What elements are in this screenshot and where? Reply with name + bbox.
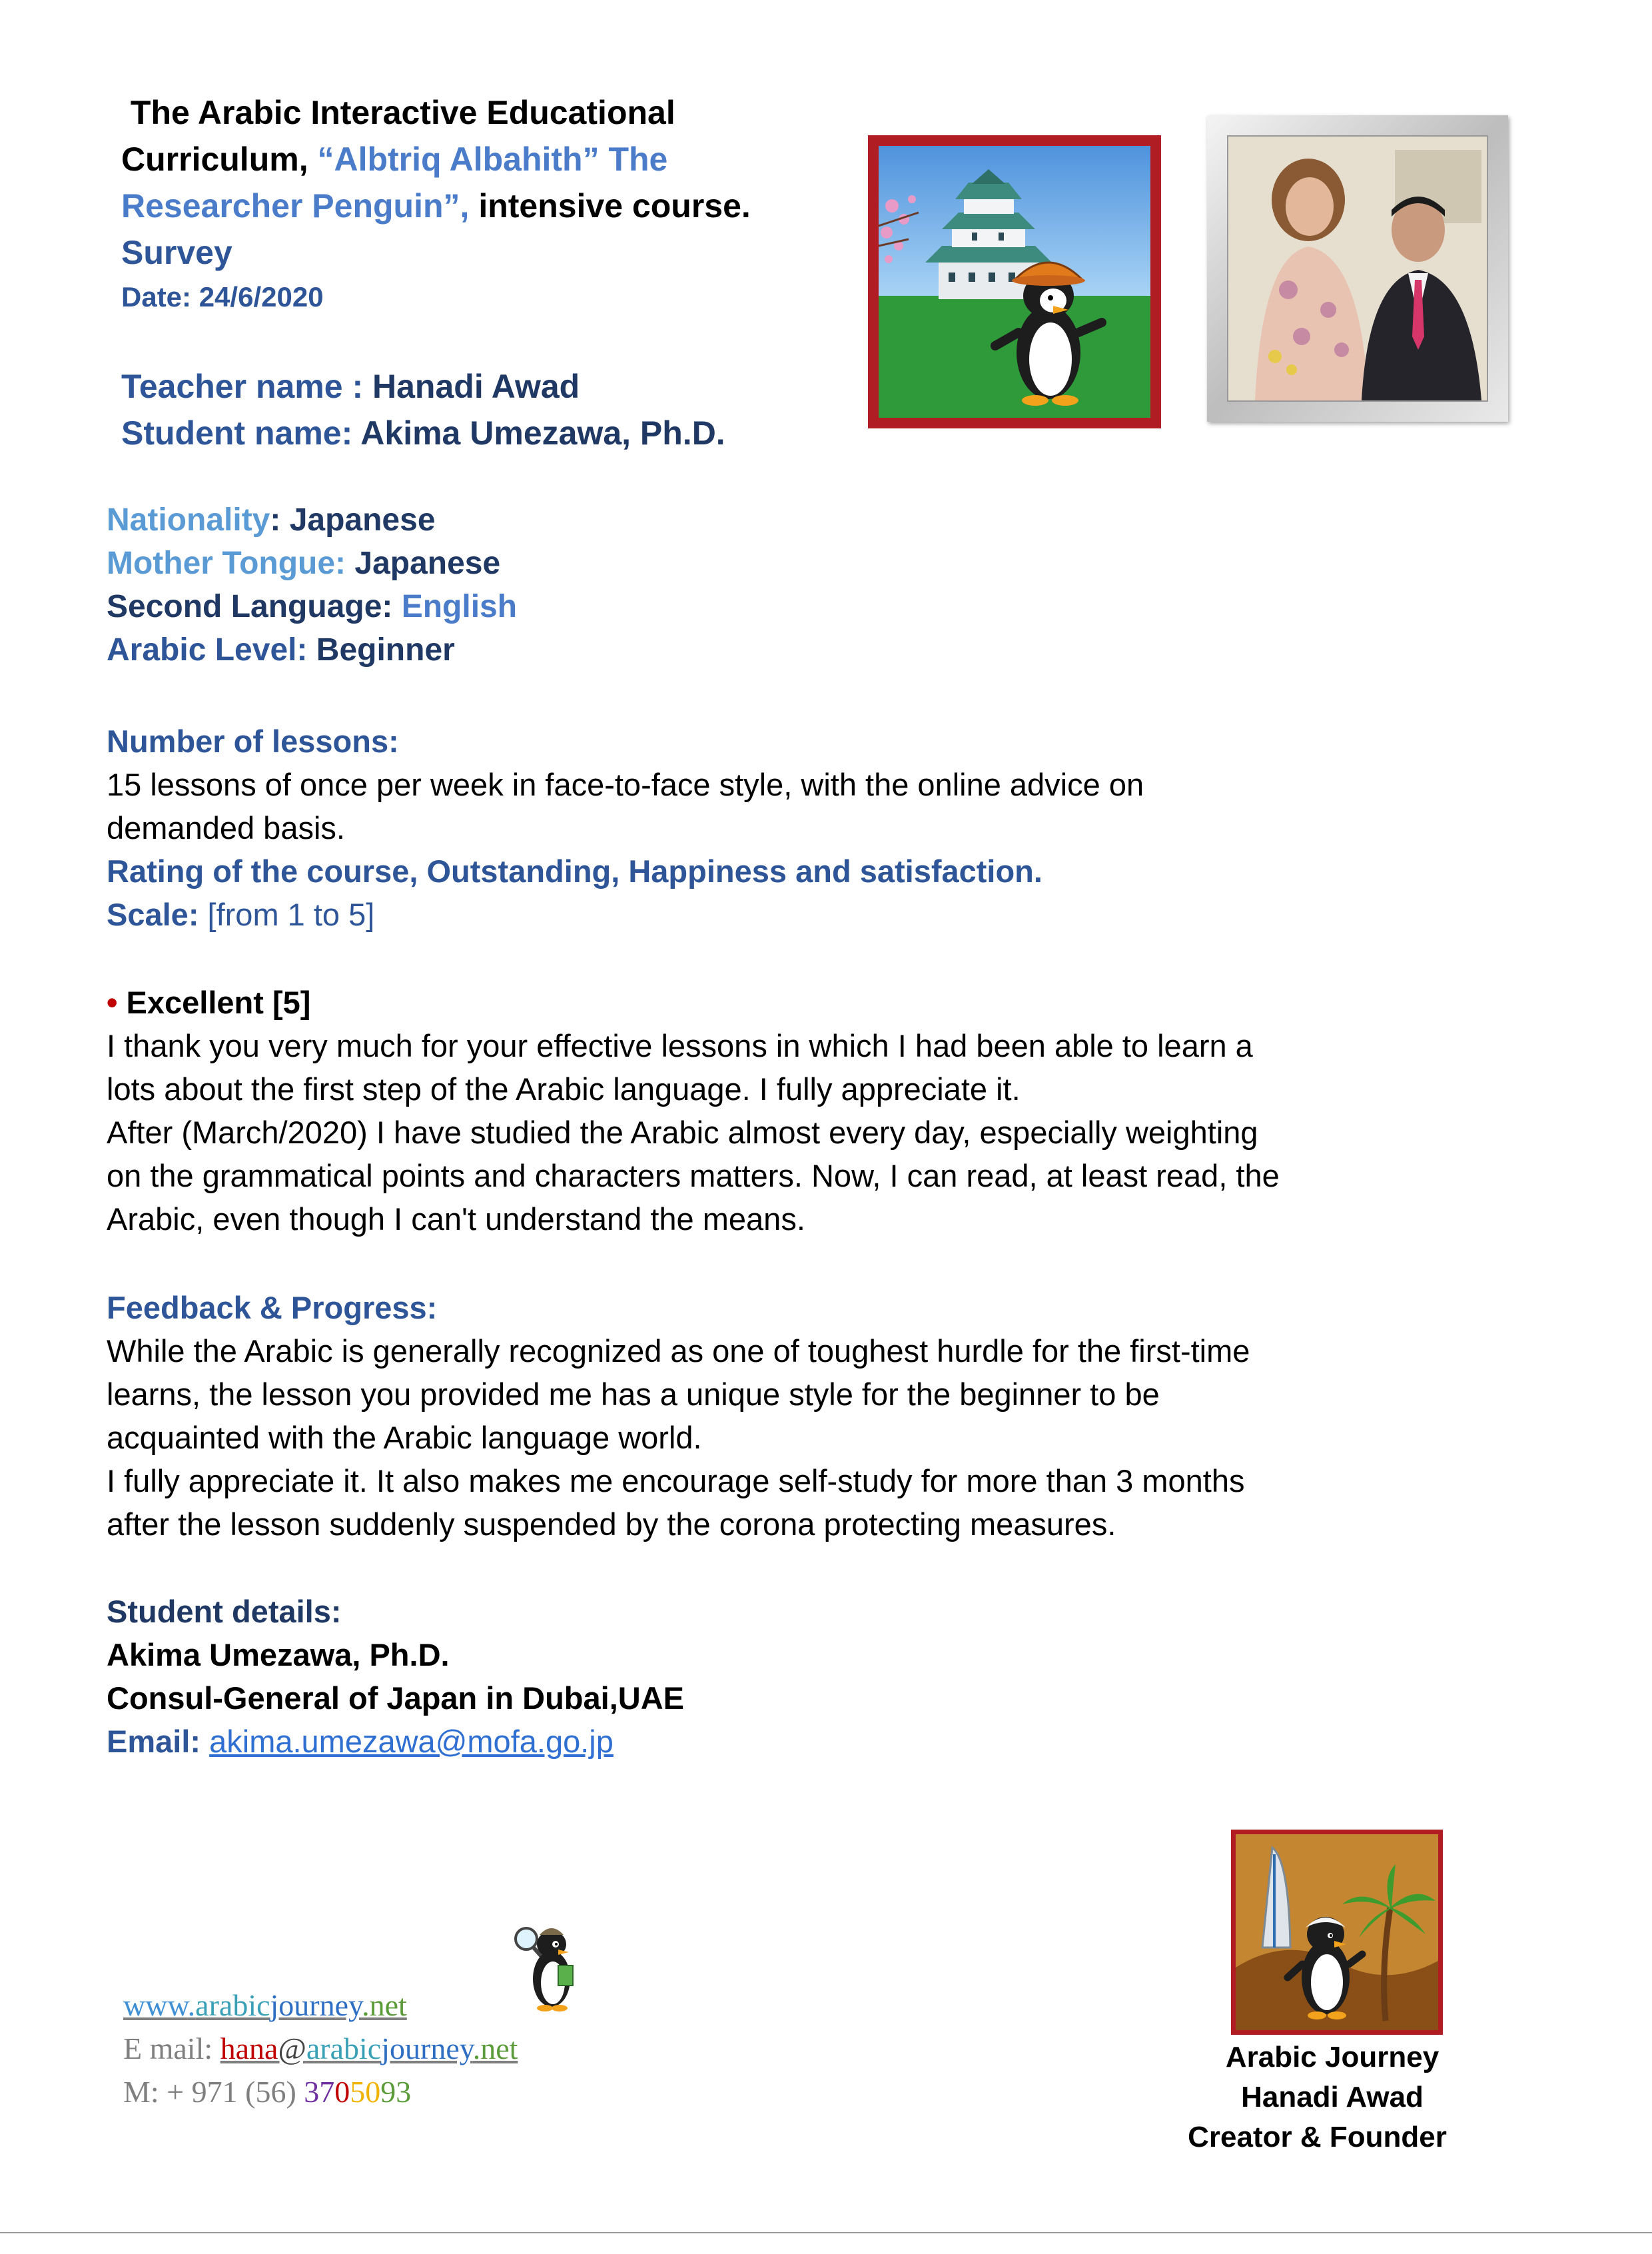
student-details-name: Akima Umezawa, Ph.D. xyxy=(107,1637,450,1672)
student-profile xyxy=(107,498,517,672)
email-link[interactable]: hana@arabicjourney.net xyxy=(220,2031,518,2065)
title-line-2: Curriculum, “Albtriq Albahith” The xyxy=(121,141,668,178)
rating-line: Rating of the course, Outstanding, Happiness and satisfaction. xyxy=(107,853,1042,889)
teacher-name: Teacher name : Hanadi Awad xyxy=(121,368,580,405)
lessons-text-line: demanded basis. xyxy=(107,810,345,845)
excellent-section xyxy=(107,981,1280,1241)
feedback-text-line: I fully appreciate it. It also makes me encourage self-study for more than 3 months xyxy=(107,1463,1245,1498)
survey-label: Survey xyxy=(121,234,232,271)
lessons-heading: Number of lessons: xyxy=(107,724,399,759)
student-details-section xyxy=(107,1590,684,1763)
bullet-icon: • xyxy=(107,985,118,1020)
bottom-divider xyxy=(0,2232,1652,2233)
feedback-section xyxy=(107,1286,1250,1546)
magnifier-penguin-logo xyxy=(512,1912,585,2012)
lessons-section xyxy=(107,720,1144,936)
feedback-text-line: after the lesson suddenly suspended by the corona protecting measures. xyxy=(107,1506,1116,1542)
second-language-row: Second Language: English xyxy=(107,589,518,624)
contact-block xyxy=(123,1983,518,2113)
student-details-heading: Student details: xyxy=(107,1594,342,1629)
portrait-photo xyxy=(1227,135,1488,402)
desert-penguin-image xyxy=(1231,1830,1443,2035)
founder-name: Hanadi Awad xyxy=(1241,2081,1424,2113)
excellent-text-line: lots about the first step of the Arabic language. I fully appreciate it. xyxy=(107,1071,1021,1107)
feedback-text-line: While the Arabic is generally recognized as one of toughest hurdle for the first-time xyxy=(107,1333,1250,1369)
excellent-heading: • Excellent [5] xyxy=(107,985,311,1020)
title-line-1: The Arabic Interactive Educational xyxy=(130,94,675,131)
excellent-text-line: I thank you very much for your effective lessons in which I had been able to learn a xyxy=(107,1028,1253,1063)
mother-tongue-row: Mother Tongue: Japanese xyxy=(107,546,501,581)
castle-penguin-icon xyxy=(879,146,1150,418)
arabic-level-row: Arabic Level: Beginner xyxy=(107,632,455,668)
title-line-3: Researcher Penguin”, intensive course. xyxy=(121,187,751,225)
feedback-text-line: learns, the lesson you provided me has a unique style for the beginner to be xyxy=(107,1377,1160,1412)
castle-penguin-image xyxy=(868,135,1161,428)
feedback-heading: Feedback & Progress: xyxy=(107,1290,438,1325)
founder-signature-block xyxy=(1172,2037,1492,2157)
excellent-text-line: After (March/2020) I have studied the Arabic almost every day, especially weighting xyxy=(107,1115,1258,1150)
desert-penguin-icon xyxy=(1236,1834,1438,2030)
student-details-position: Consul-General of Japan in Dubai,UAE xyxy=(107,1680,684,1716)
scale-line: Scale: [from 1 to 5] xyxy=(107,897,375,932)
phone-row: M: + 971 (56) 3705093 xyxy=(123,2075,412,2109)
document-header xyxy=(121,89,751,318)
excellent-text-line: Arabic, even though I can't understand the means. xyxy=(107,1201,805,1237)
student-email-link[interactable]: akima.umezawa@mofa.go.jp xyxy=(209,1724,614,1759)
survey-date: Date: 24/6/2020 xyxy=(121,281,324,312)
portrait-photo-icon xyxy=(1228,137,1487,400)
feedback-text-line: acquainted with the Arabic language world. xyxy=(107,1420,702,1455)
founder-title: Creator & Founder xyxy=(1188,2121,1447,2153)
founder-brand: Arabic Journey xyxy=(1225,2041,1440,2073)
portrait-photo-frame xyxy=(1207,115,1508,422)
student-email-row: Email: akima.umezawa@mofa.go.jp xyxy=(107,1724,614,1759)
magnifier-penguin-icon xyxy=(512,1912,585,2012)
excellent-text-line: on the grammatical points and characters matters. Now, I can read, at least read, the xyxy=(107,1158,1280,1193)
nationality-row: Nationality: Japanese xyxy=(107,502,436,538)
lessons-text-line: 15 lessons of once per week in face-to-face style, with the online advice on xyxy=(107,767,1144,802)
website-link[interactable]: www.arabicjourney.net xyxy=(123,1988,407,2022)
names-block xyxy=(121,363,725,456)
student-name: Student name: Akima Umezawa, Ph.D. xyxy=(121,414,725,452)
email-row: E mail: hana@arabicjourney.net xyxy=(123,2031,518,2065)
